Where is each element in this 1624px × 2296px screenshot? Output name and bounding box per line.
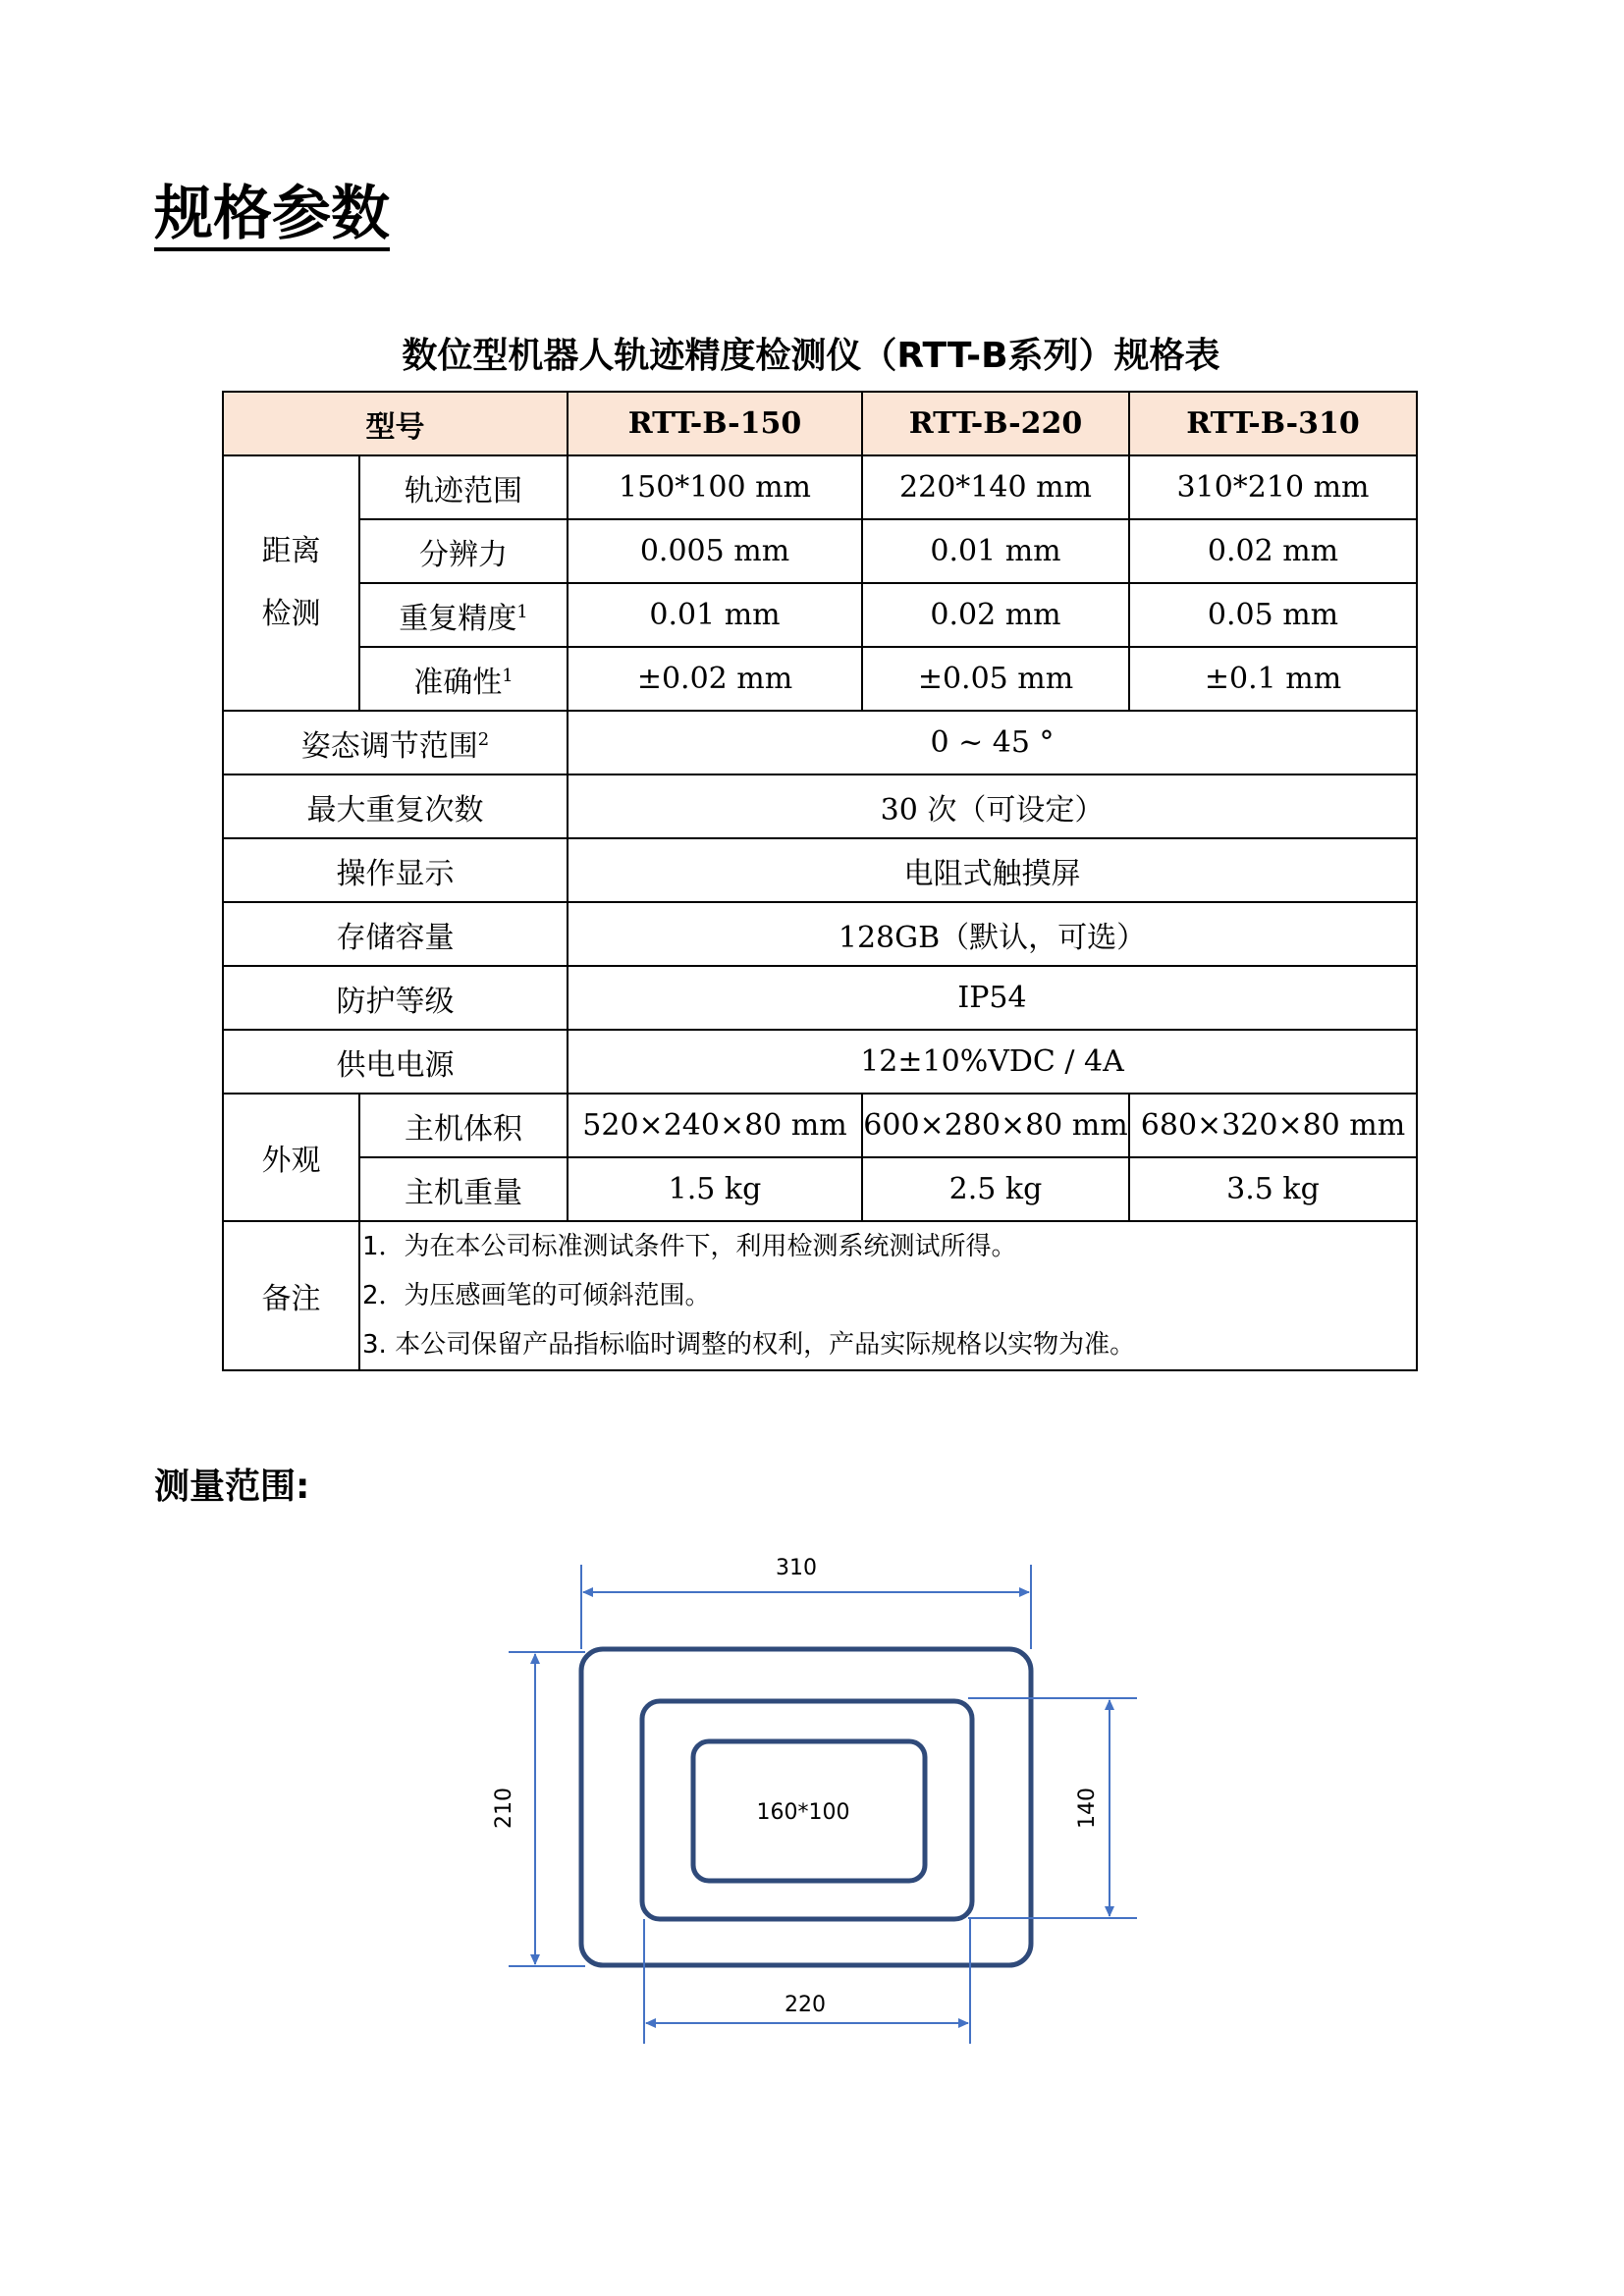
- footnote-marker: 1: [502, 665, 514, 686]
- row-label: 主机体积: [359, 1094, 568, 1157]
- header-model: RTT-B-220: [862, 392, 1129, 455]
- note-line: 3. 本公司保留产品指标临时调整的权利，产品实际规格以实物为准。: [362, 1330, 1136, 1360]
- table-cell: 310*210 mm: [1129, 455, 1417, 519]
- table-cell: 3.5 kg: [1129, 1157, 1417, 1221]
- appearance-group-label: 外观: [223, 1094, 359, 1221]
- table-cell: 0.02 mm: [862, 583, 1129, 647]
- row-label: 供电电源: [223, 1030, 568, 1094]
- row-label: 分辨力: [359, 519, 568, 583]
- row-label: 轨迹范围: [359, 455, 568, 519]
- row-label: 重复精度$^1$: [359, 583, 568, 647]
- distance-group-label-line: 检测: [261, 597, 321, 631]
- table-cell: 0.01 mm: [568, 583, 862, 647]
- table-cell: ±0.1 mm: [1129, 647, 1417, 711]
- note-line: 1．为在本公司标准测试条件下，利用检测系统测试所得。: [362, 1232, 1017, 1261]
- row-label: 最大重复次数: [223, 774, 568, 838]
- table-cell: 30 次（可设定）: [568, 774, 1417, 838]
- table-cell: 1.5 kg: [568, 1157, 862, 1221]
- table-cell: 0.02 mm: [1129, 519, 1417, 583]
- dimension-label-bottom: 220: [785, 1993, 826, 2017]
- table-cell: 520×240×80 mm: [568, 1094, 862, 1157]
- page-title: 规格参数: [154, 185, 390, 251]
- footnote-marker: 2: [477, 728, 490, 750]
- header-model: RTT-B-310: [1129, 392, 1417, 455]
- distance-group-label-line: 距离: [261, 534, 321, 568]
- row-label: 准确性$^1$: [359, 647, 568, 711]
- table-cell: 150*100 mm: [568, 455, 862, 519]
- header-model-label: 型号: [223, 392, 568, 455]
- table-cell: 128GB（默认，可选）: [568, 902, 1417, 966]
- table-cell: 680×320×80 mm: [1129, 1094, 1417, 1157]
- measure-section-label: 测量范围:: [154, 1467, 310, 1507]
- row-label: 操作显示: [223, 838, 568, 902]
- table-cell: ±0.05 mm: [862, 647, 1129, 711]
- table-cell: 2.5 kg: [862, 1157, 1129, 1221]
- note-line: 2．为压感画笔的可倾斜范围。: [362, 1281, 711, 1310]
- row-label: 姿态调节范围$^2$: [223, 711, 568, 774]
- table-cell: 0.05 mm: [1129, 583, 1417, 647]
- header-model: RTT-B-150: [568, 392, 862, 455]
- table-cell: 电阻式触摸屏: [568, 838, 1417, 902]
- notes-label: 备注: [223, 1221, 359, 1370]
- table-title: 数位型机器人轨迹精度检测仪（RTT-B系列）规格表: [402, 336, 1220, 376]
- table-cell: IP54: [568, 966, 1417, 1030]
- table-cell: 0.005 mm: [568, 519, 862, 583]
- row-label: 存储容量: [223, 902, 568, 966]
- row-label: 主机重量: [359, 1157, 568, 1221]
- row-label: 防护等级: [223, 966, 568, 1030]
- table-cell: 220*140 mm: [862, 455, 1129, 519]
- table-cell: 12±10%VDC / 4A: [568, 1030, 1417, 1094]
- table-cell: ±0.02 mm: [568, 647, 862, 711]
- table-cell: 0 ~ 45 °: [568, 711, 1417, 774]
- inner-range-label: 160*100: [756, 1800, 850, 1825]
- dimension-label-right: 140: [1075, 1788, 1100, 1829]
- footnote-marker: 1: [516, 601, 528, 622]
- dimension-label-left: 210: [492, 1788, 516, 1829]
- table-cell: 0.01 mm: [862, 519, 1129, 583]
- dimension-label-top: 310: [776, 1556, 817, 1580]
- table-cell: 600×280×80 mm: [862, 1094, 1129, 1157]
